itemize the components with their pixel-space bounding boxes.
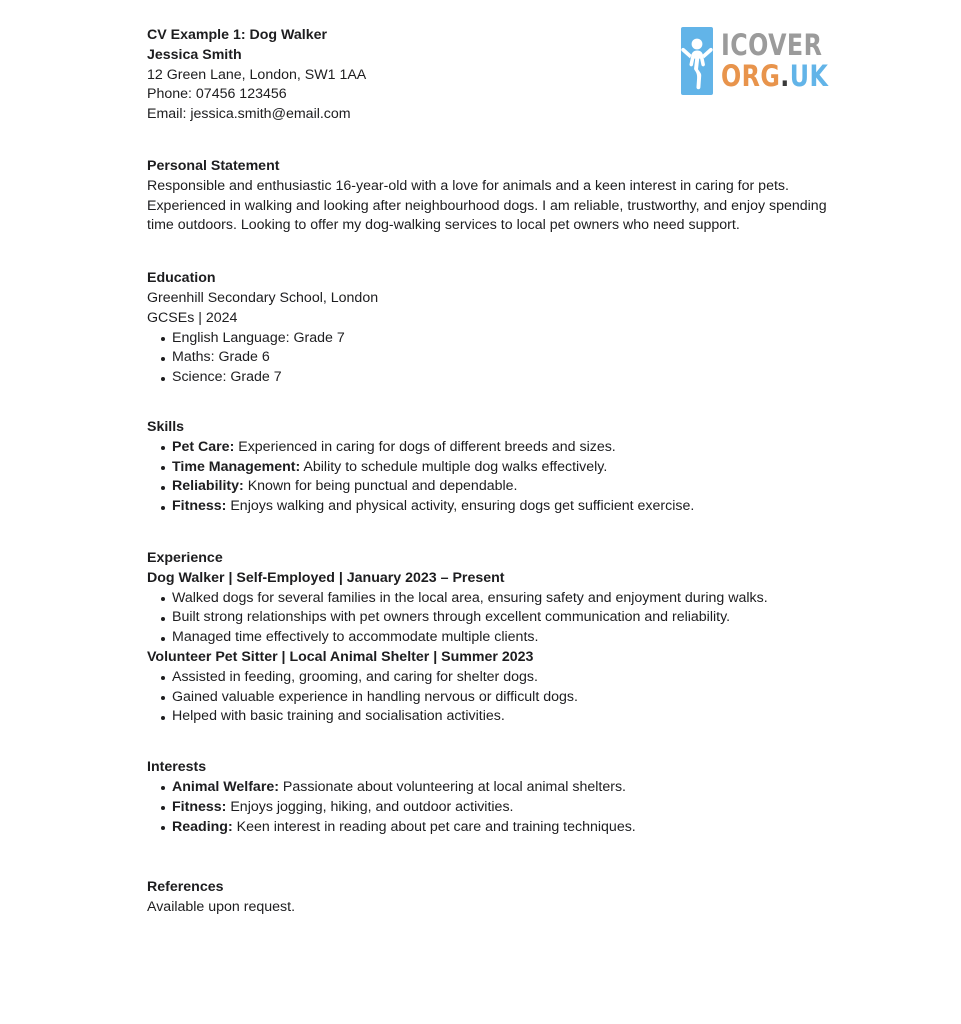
skill-label: Reliability: [172, 478, 244, 495]
list-item: Maths: Grade 6 [147, 348, 827, 368]
references-text: Available upon request. [147, 899, 296, 916]
list-item: Science: Grade 7 [147, 368, 827, 388]
logo-text-org: ORG [721, 59, 781, 93]
section-education [147, 269, 827, 388]
list-item: Managed time effectively to accommodate multiple clients. [147, 628, 827, 648]
spacer [147, 517, 827, 549]
section-references [147, 878, 827, 918]
logo-text-dot: . [780, 59, 790, 93]
education-subject-list [147, 329, 827, 388]
spacer [147, 388, 827, 418]
list-item [147, 778, 827, 798]
skill-label: Pet Care: [172, 438, 235, 455]
interest-text: Enjoys jogging, hiking, and outdoor activities. [226, 798, 514, 815]
experience-bullet-list [147, 589, 827, 648]
list-item: Assisted in feeding, grooming, and caring for shelter dogs. [147, 668, 827, 688]
interests-list [147, 778, 827, 837]
list-item: Walked dogs for several families in the local area, ensuring safety and enjoyment during walks. [147, 589, 827, 609]
interest-text: Keen interest in reading about pet care and training techniques. [232, 818, 636, 835]
candidate-address: 12 Green Lane, London, SW1 1AA [147, 66, 367, 83]
section-heading-experience: Experience [147, 549, 223, 566]
skill-text: Ability to schedule multiple dog walks effectively. [300, 458, 608, 475]
spacer [147, 727, 827, 758]
skill-text: Experienced in caring for dogs of different breeds and sizes. [234, 438, 616, 455]
experience-bullet-list [147, 668, 827, 727]
interest-label: Reading: [172, 818, 233, 835]
section-heading-skills: Skills [147, 418, 185, 435]
personal-statement-text: Responsible and enthusiastic 16-year-old with a love for animals and a keen interest in caring for pets. Experienced in walking and looking after neighbourhood dogs. I am reliable, trustworthy, and enjoy spending time outdoors. Looking to offer my dog-walking services to local pet owners who need support. [147, 177, 827, 234]
experience-entry [147, 569, 827, 648]
spacer [147, 236, 827, 269]
education-school: Greenhill Secondary School, London [147, 289, 379, 306]
section-skills [147, 418, 827, 517]
list-item: Built strong relationships with pet owners through excellent communication and reliability. [147, 608, 827, 628]
logo-text-uk: UK [789, 59, 829, 93]
education-qualification: GCSEs | 2024 [147, 309, 238, 326]
interest-label: Fitness: [172, 798, 227, 815]
list-item [147, 438, 827, 458]
logo-text-icover: ICOVER [721, 28, 823, 63]
skill-text: Enjoys walking and physical activity, ensuring dogs get sufficient exercise. [226, 498, 695, 515]
list-item: Gained valuable experience in handling nervous or difficult dogs. [147, 688, 827, 708]
section-heading-education: Education [147, 270, 216, 287]
section-heading-references: References [147, 879, 224, 896]
list-item [147, 458, 827, 478]
list-item [147, 798, 827, 818]
section-interests [147, 758, 827, 837]
section-personal-statement [147, 157, 827, 236]
experience-entry [147, 648, 827, 727]
interest-text: Passionate about volunteering at local animal shelters. [278, 778, 626, 795]
cv-title: CV Example 1: Dog Walker [147, 27, 328, 43]
cv-header-block [147, 26, 827, 125]
experience-job-title: Dog Walker | Self-Employed | January 2023 – Present [147, 569, 505, 586]
spacer [147, 125, 827, 157]
list-item [147, 477, 827, 497]
interest-label: Animal Welfare: [172, 778, 279, 795]
candidate-phone: Phone: 07456 123456 [147, 86, 287, 103]
skill-label: Fitness: [172, 498, 227, 515]
list-item: English Language: Grade 7 [147, 329, 827, 349]
section-heading-personal-statement: Personal Statement [147, 157, 280, 174]
skills-list [147, 438, 827, 517]
section-experience [147, 549, 827, 727]
list-item [147, 497, 827, 517]
spacer [147, 837, 827, 878]
experience-job-title: Volunteer Pet Sitter | Local Animal Shelter | Summer 2023 [147, 648, 534, 665]
section-heading-interests: Interests [147, 759, 207, 776]
candidate-name: Jessica Smith [147, 46, 242, 63]
candidate-email: Email: jessica.smith@email.com [147, 106, 351, 123]
list-item [147, 818, 827, 838]
skill-text: Known for being punctual and dependable. [243, 478, 518, 495]
cv-content [147, 26, 827, 918]
list-item: Helped with basic training and socialisation activities. [147, 707, 827, 727]
skill-label: Time Management: [172, 458, 301, 475]
